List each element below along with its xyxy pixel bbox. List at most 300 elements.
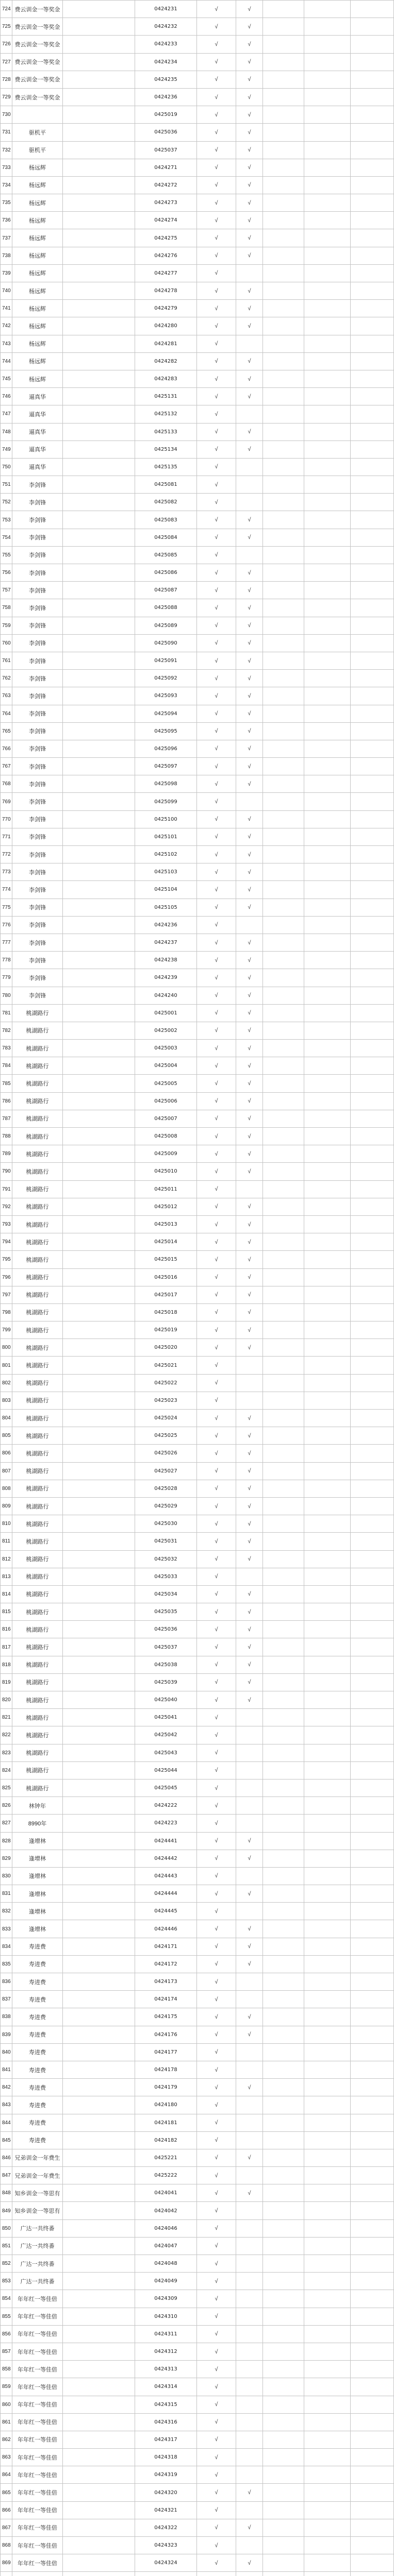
check-cell-second: √ (236, 2184, 263, 2201)
empty-cell (304, 18, 351, 35)
empty-cell (304, 599, 351, 616)
check-cell-second: √ (236, 705, 263, 722)
table-row (1, 2396, 394, 2414)
check-cell-second (236, 1797, 263, 1814)
id-cell: 0425098 (135, 775, 197, 792)
empty-cell (263, 317, 304, 334)
title-cell: 广达一共终番 (12, 2238, 63, 2255)
row-number-cell: 856 (1, 2326, 12, 2343)
check-cell-second (236, 2114, 263, 2131)
row-number-cell: 792 (1, 1198, 12, 1215)
empty-cell (263, 1885, 304, 1902)
check-cell-first: √ (197, 2343, 236, 2360)
empty-cell (263, 775, 304, 792)
row-number-cell: 844 (1, 2114, 12, 2131)
check-cell-second (236, 1392, 263, 1409)
empty-cell (263, 1427, 304, 1444)
id-cell: 0424309 (135, 2290, 197, 2307)
empty-cell (63, 2079, 135, 2096)
row-number-cell: 747 (1, 405, 12, 422)
title-cell: 年年红一等佳倍 (12, 2290, 63, 2307)
id-cell: 0425037 (135, 1638, 197, 1655)
row-number-cell: 749 (1, 441, 12, 458)
empty-cell (263, 917, 304, 934)
check-cell-second (236, 494, 263, 511)
empty-cell (63, 2220, 135, 2237)
row-number-cell: 734 (1, 177, 12, 194)
empty-cell (304, 793, 351, 810)
empty-cell (263, 1145, 304, 1162)
id-cell: 0424236 (135, 917, 197, 934)
check-cell-second: √ (236, 1022, 263, 1039)
empty-cell (63, 247, 135, 264)
empty-cell (63, 1885, 135, 1902)
empty-cell (351, 599, 394, 616)
id-cell: 0424172 (135, 1956, 197, 1973)
empty-cell (263, 1022, 304, 1039)
table-row (1, 2149, 394, 2167)
check-cell-first: √ (197, 2132, 236, 2149)
row-number-cell: 759 (1, 617, 12, 634)
check-cell-second: √ (236, 1269, 263, 1286)
empty-cell (351, 881, 394, 898)
empty-cell (63, 2537, 135, 2554)
empty-cell (304, 423, 351, 440)
id-cell: 0425081 (135, 476, 197, 493)
row-number-cell: 816 (1, 1621, 12, 1638)
check-cell-first: √ (197, 423, 236, 440)
check-cell-first: √ (197, 635, 236, 652)
title-cell: 桃湖路行 (12, 1445, 63, 1462)
row-number-cell: 724 (1, 1, 12, 18)
row-number-cell: 758 (1, 599, 12, 616)
title-cell: 费云训金一等奖金 (12, 54, 63, 71)
table-row (1, 705, 394, 723)
empty-cell (63, 2238, 135, 2255)
empty-cell (63, 1005, 135, 1022)
check-cell-second: √ (236, 71, 263, 88)
title-cell: 杨远辉 (12, 247, 63, 264)
title-cell: 杨远辉 (12, 370, 63, 387)
check-cell-second (236, 476, 263, 493)
check-cell-second: √ (236, 1833, 263, 1850)
row-number-cell: 823 (1, 1744, 12, 1761)
row-number-cell: 740 (1, 282, 12, 299)
check-cell-second: √ (236, 1498, 263, 1515)
row-number-cell: 858 (1, 2361, 12, 2378)
empty-cell (304, 388, 351, 405)
title-cell: 桃湖路行 (12, 1321, 63, 1338)
check-cell-first: √ (197, 2308, 236, 2325)
empty-cell (263, 2079, 304, 2096)
row-number-cell: 819 (1, 1674, 12, 1691)
id-cell: 0424319 (135, 2466, 197, 2483)
table-row (1, 1568, 394, 1586)
empty-cell (351, 1498, 394, 1515)
check-cell-second (236, 2537, 263, 2554)
empty-cell (63, 194, 135, 211)
row-number-cell: 812 (1, 1551, 12, 1568)
id-cell: 0424223 (135, 1815, 197, 1832)
check-cell-first: √ (197, 1480, 236, 1497)
empty-cell (351, 1216, 394, 1233)
row-number-cell: 794 (1, 1233, 12, 1250)
empty-cell (63, 705, 135, 722)
empty-cell (304, 2449, 351, 2466)
title-cell: 李剑锋 (12, 863, 63, 880)
empty-cell (263, 1586, 304, 1603)
check-cell-second: √ (236, 1040, 263, 1057)
empty-cell (263, 459, 304, 476)
empty-cell (63, 775, 135, 792)
check-cell-second: √ (236, 106, 263, 123)
check-cell-first: √ (197, 1427, 236, 1444)
title-cell: 李剑锋 (12, 969, 63, 986)
check-cell-first: √ (197, 723, 236, 740)
id-cell: 0425105 (135, 899, 197, 916)
empty-cell (351, 1551, 394, 1568)
table-row (1, 1868, 394, 1885)
check-cell-second: √ (236, 142, 263, 159)
id-cell: 0425039 (135, 1674, 197, 1691)
id-cell: 0425009 (135, 1145, 197, 1162)
table-row (1, 564, 394, 582)
empty-cell (63, 353, 135, 370)
empty-cell (351, 1973, 394, 1990)
title-cell: 桃湖路行 (12, 1128, 63, 1145)
empty-cell (63, 2044, 135, 2061)
check-cell-second (236, 2326, 263, 2343)
check-cell-second (236, 2220, 263, 2237)
title-cell: 桃湖路行 (12, 1656, 63, 1673)
check-cell-second (236, 2449, 263, 2466)
row-number-cell: 811 (1, 1533, 12, 1550)
check-cell-first: √ (197, 2255, 236, 2272)
check-cell-second: √ (236, 247, 263, 264)
empty-cell (63, 1498, 135, 1515)
table-row (1, 2502, 394, 2519)
table-row (1, 1515, 394, 1533)
empty-cell (351, 1075, 394, 1092)
empty-cell (63, 547, 135, 564)
empty-cell (304, 1075, 351, 1092)
title-cell: 年年红一等佳倍 (12, 2537, 63, 2554)
empty-cell (263, 828, 304, 845)
title-cell: 广达一共终番 (12, 2273, 63, 2290)
empty-cell (263, 1656, 304, 1673)
empty-cell (63, 1216, 135, 1233)
empty-cell (351, 2290, 394, 2307)
id-cell: 0425043 (135, 1744, 197, 1761)
empty-cell (351, 1110, 394, 1127)
title-cell: 李剑锋 (12, 723, 63, 740)
empty-cell (351, 2396, 394, 2413)
empty-cell (304, 969, 351, 986)
empty-cell (304, 1410, 351, 1427)
check-cell-first: √ (197, 2079, 236, 2096)
title-cell: 杨远辉 (12, 265, 63, 282)
empty-cell (304, 1885, 351, 1902)
row-number-cell: 828 (1, 1833, 12, 1850)
empty-cell (263, 2184, 304, 2201)
id-cell: 0425086 (135, 564, 197, 581)
empty-cell (351, 1251, 394, 1268)
table-row (1, 212, 394, 229)
id-cell: 0424275 (135, 229, 197, 246)
check-cell-first: √ (197, 1216, 236, 1233)
empty-cell (304, 89, 351, 106)
row-number-cell: 853 (1, 2273, 12, 2290)
check-cell-first: √ (197, 36, 236, 53)
empty-cell (304, 1145, 351, 1162)
row-number-cell (1, 2572, 12, 2576)
id-cell: 0425087 (135, 582, 197, 599)
empty-cell (304, 2079, 351, 2096)
empty-cell (304, 1551, 351, 1568)
empty-cell (63, 1181, 135, 1198)
empty-cell (351, 723, 394, 740)
table-row (1, 1128, 394, 1145)
row-number-cell: 784 (1, 1057, 12, 1074)
check-cell-second: √ (236, 124, 263, 141)
empty-cell (263, 282, 304, 299)
empty-cell (63, 388, 135, 405)
empty-cell (63, 1903, 135, 1920)
empty-cell (304, 494, 351, 511)
empty-cell (263, 212, 304, 229)
check-cell-second: √ (236, 353, 263, 370)
title-cell: 李剑锋 (12, 599, 63, 616)
row-number-cell: 862 (1, 2431, 12, 2448)
row-number-cell: 787 (1, 1110, 12, 1127)
empty-cell (304, 2572, 351, 2576)
empty-cell (263, 1991, 304, 2008)
empty-cell (63, 2149, 135, 2166)
row-number-cell: 796 (1, 1269, 12, 1286)
empty-cell (351, 405, 394, 422)
check-cell-first: √ (197, 1638, 236, 1655)
empty-cell (351, 124, 394, 141)
check-cell-first: √ (197, 106, 236, 123)
row-number-cell: 848 (1, 2184, 12, 2201)
empty-cell (351, 1375, 394, 1392)
title-cell: 李剑锋 (12, 670, 63, 687)
table-row (1, 265, 394, 282)
title-cell: 年年红一等佳倍 (12, 2449, 63, 2466)
table-row (1, 969, 394, 987)
id-cell: 0425034 (135, 1586, 197, 1603)
empty-cell (304, 2132, 351, 2149)
empty-cell (351, 2519, 394, 2536)
title-cell: 李剑锋 (12, 881, 63, 898)
check-cell-second (236, 1762, 263, 1779)
empty-cell (351, 1392, 394, 1409)
title-cell: 李剑锋 (12, 547, 63, 564)
check-cell-first: √ (197, 1656, 236, 1673)
empty-cell (351, 1956, 394, 1973)
title-cell: 李剑锋 (12, 705, 63, 722)
empty-cell (351, 1515, 394, 1532)
title-cell: 桃湖路行 (12, 1357, 63, 1374)
empty-cell (304, 723, 351, 740)
empty-cell (63, 1304, 135, 1321)
table-row (1, 2061, 394, 2079)
empty-cell (304, 335, 351, 352)
empty-cell (63, 89, 135, 106)
empty-cell (263, 1815, 304, 1832)
empty-cell (263, 1674, 304, 1691)
table-row (1, 1145, 394, 1163)
check-cell-second (236, 335, 263, 352)
empty-cell (63, 1110, 135, 1127)
empty-cell (304, 2184, 351, 2201)
empty-cell (351, 1198, 394, 1215)
table-row (1, 2343, 394, 2361)
title-cell: 驱机平 (12, 124, 63, 141)
id-cell: 0425101 (135, 828, 197, 845)
id-cell: 0425095 (135, 723, 197, 740)
check-cell-first: √ (197, 388, 236, 405)
check-cell-second: √ (236, 300, 263, 317)
table-row (1, 952, 394, 969)
empty-cell (351, 1128, 394, 1145)
row-number-cell: 788 (1, 1128, 12, 1145)
title-cell: 驱机平 (12, 142, 63, 159)
empty-cell (263, 1762, 304, 1779)
empty-cell (63, 1145, 135, 1162)
check-cell-first: √ (197, 1040, 236, 1057)
table-row (1, 2238, 394, 2255)
check-cell-first: √ (197, 934, 236, 951)
id-cell: 0424178 (135, 2061, 197, 2078)
title-cell: 李剑锋 (12, 987, 63, 1004)
table-row (1, 1216, 394, 1233)
empty-cell (63, 1551, 135, 1568)
title-cell: 寿进费 (12, 2079, 63, 2096)
title-cell: 杨远辉 (12, 229, 63, 246)
empty-cell (263, 529, 304, 546)
empty-cell (304, 1797, 351, 1814)
table-row (1, 1357, 394, 1374)
empty-cell (351, 1181, 394, 1198)
empty-cell (304, 1780, 351, 1797)
table-row (1, 1198, 394, 1216)
empty-cell (63, 987, 135, 1004)
check-cell-second: √ (236, 582, 263, 599)
table-row (1, 987, 394, 1005)
id-cell: 0425036 (135, 1621, 197, 1638)
empty-cell (304, 1568, 351, 1585)
id-cell: 0424443 (135, 1868, 197, 1885)
empty-cell (263, 2026, 304, 2043)
id-cell: 0425010 (135, 1163, 197, 1180)
check-cell-second: √ (236, 423, 263, 440)
check-cell-second: √ (236, 1480, 263, 1497)
title-cell: 年年红一等佳倍 (12, 2466, 63, 2483)
check-cell-first: √ (197, 229, 236, 246)
empty-cell (351, 1586, 394, 1603)
empty-cell (63, 917, 135, 934)
empty-cell (263, 599, 304, 616)
title-cell (12, 106, 63, 123)
empty-cell (351, 2132, 394, 2149)
id-cell: 0425134 (135, 441, 197, 458)
check-cell-first: √ (197, 1815, 236, 1832)
empty-cell (63, 740, 135, 757)
empty-cell (263, 2308, 304, 2325)
empty-cell (304, 828, 351, 845)
table-row (1, 617, 394, 635)
empty-cell (351, 1410, 394, 1427)
check-cell-first: √ (197, 1903, 236, 1920)
empty-cell (304, 1709, 351, 1726)
row-number-cell: 782 (1, 1022, 12, 1039)
check-cell-second: √ (236, 952, 263, 969)
id-cell: 0425014 (135, 1233, 197, 1250)
empty-cell (263, 370, 304, 387)
title-cell: 桃湖路行 (12, 1269, 63, 1286)
id-cell: 0425221 (135, 2149, 197, 2166)
empty-cell (63, 1586, 135, 1603)
title-cell: 桃湖路行 (12, 1392, 63, 1409)
empty-cell (351, 2096, 394, 2113)
table-row (1, 547, 394, 564)
check-cell-first: √ (197, 2238, 236, 2255)
check-cell-second: √ (236, 775, 263, 792)
row-number-cell: 768 (1, 775, 12, 792)
empty-cell (63, 1868, 135, 1885)
title-cell: 寿进费 (12, 2026, 63, 2043)
row-number-cell: 815 (1, 1603, 12, 1620)
empty-cell (304, 1868, 351, 1885)
empty-cell (263, 2484, 304, 2501)
title-cell: 逢增林 (12, 1833, 63, 1850)
id-cell: 0425008 (135, 1128, 197, 1145)
empty-cell (63, 1339, 135, 1356)
empty-cell (263, 1638, 304, 1655)
row-number-cell: 866 (1, 2502, 12, 2519)
check-cell-second: √ (236, 1586, 263, 1603)
empty-cell (304, 1621, 351, 1638)
id-cell: 0424272 (135, 177, 197, 194)
empty-cell (304, 2149, 351, 2166)
empty-cell (63, 1321, 135, 1338)
check-cell-first: √ (197, 1515, 236, 1532)
check-cell-first: √ (197, 335, 236, 352)
empty-cell (304, 2273, 351, 2290)
empty-cell (304, 1216, 351, 1233)
empty-cell (351, 1780, 394, 1797)
empty-cell (263, 2519, 304, 2536)
empty-cell (304, 2044, 351, 2061)
row-number-cell: 799 (1, 1321, 12, 1338)
empty-cell (304, 1586, 351, 1603)
empty-cell (304, 2466, 351, 2483)
empty-cell (63, 617, 135, 634)
id-cell: 0424041 (135, 2184, 197, 2201)
empty-cell (263, 1833, 304, 1850)
title-cell: 桃湖路行 (12, 1744, 63, 1761)
title-cell: 年年红一等佳倍 (12, 2519, 63, 2536)
row-number-cell: 855 (1, 2308, 12, 2325)
id-cell: 0424311 (135, 2326, 197, 2343)
title-cell: 8990年 (12, 1815, 63, 1832)
id-cell: 0425096 (135, 740, 197, 757)
empty-cell (63, 863, 135, 880)
check-cell-second (236, 2414, 263, 2431)
empty-cell (304, 1903, 351, 1920)
check-cell-second (236, 1868, 263, 1885)
